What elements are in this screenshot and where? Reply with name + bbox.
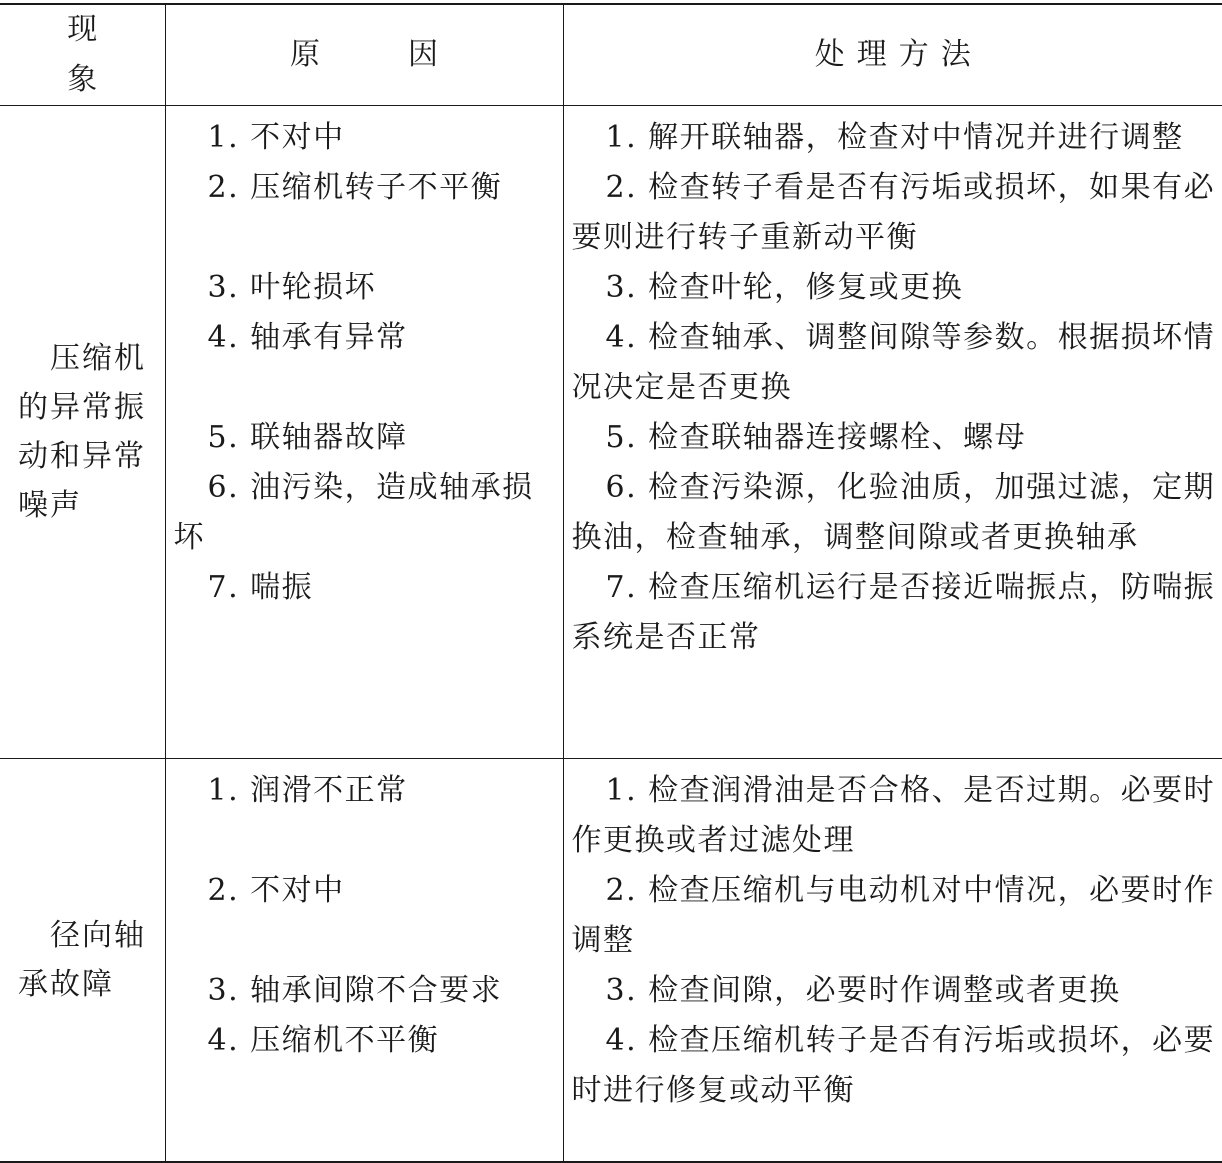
cause-item [174, 213, 555, 263]
cause-item: 6. 油污染，造成轴承损坏 [173, 470, 534, 555]
cause-item: 3. 叶轮损坏 [207, 270, 377, 305]
method-item: 7. 检查压缩机运行是否接近喘振点，防喘振系统是否正常 [571, 570, 1216, 655]
method-item: 2. 检查压缩机与电动机对中情况，必要时作调整 [571, 873, 1216, 958]
cause-item: 2. 不对中 [207, 873, 345, 908]
method-item: 4. 检查轴承、调整间隙等参数。根据损坏情况决定是否更换 [571, 320, 1216, 405]
method-item: 2. 检查转子看是否有污垢或损坏，如果有必要则进行转子重新动平衡 [571, 170, 1216, 255]
method-item: 3. 检查叶轮，修复或更换 [605, 270, 964, 305]
fault-table [0, 3, 1222, 1163]
method-item: 4. 检查压缩机转子是否有污垢或损坏，必要时进行修复或动平衡 [571, 1023, 1216, 1108]
phenomenon-cell: 径向轴承故障 [18, 918, 146, 1002]
phenomenon-cell: 压缩机的异常振动和异常噪声 [18, 341, 146, 523]
cause-item: 4. 压缩机不平衡 [207, 1023, 440, 1058]
table-header [0, 4, 1222, 106]
table-row [0, 759, 1222, 1163]
method-item: 6. 检查污染源，化验油质，加强过滤，定期换油，检查轴承，调整间隙或者更换轴承 [571, 470, 1216, 555]
cause-cell [165, 106, 563, 759]
table-body [0, 106, 1222, 1163]
method-cell [563, 759, 1222, 1163]
method-cell [563, 106, 1222, 759]
cause-item [174, 363, 555, 413]
method-item: 3. 检查间隙，必要时作调整或者更换 [605, 973, 1121, 1008]
cause-item: 4. 轴承有异常 [207, 320, 408, 355]
header-cause: 原因 [165, 4, 563, 106]
header-phenomenon: 现象 [67, 12, 138, 97]
header-row [0, 4, 1222, 106]
cause-item: 5. 联轴器故障 [207, 420, 408, 455]
cause-item: 2. 压缩机转子不平衡 [207, 170, 503, 205]
method-item: 1. 解开联轴器，检查对中情况并进行调整 [605, 120, 1184, 155]
cause-item: 1. 不对中 [207, 120, 345, 155]
method-item: 1. 检查润滑油是否合格、是否过期。必要时作更换或者过滤处理 [571, 773, 1216, 858]
cause-cell [165, 759, 563, 1163]
method-item: 5. 检查联轴器连接螺栓、螺母 [605, 420, 1027, 455]
header-method: 处理方法 [563, 4, 1222, 106]
cause-item [174, 816, 555, 866]
table-row [0, 106, 1222, 759]
cause-item: 1. 润滑不正常 [207, 773, 408, 808]
cause-item: 7. 喘振 [207, 570, 314, 605]
cause-item [174, 916, 555, 966]
cause-item: 3. 轴承间隙不合要求 [207, 973, 503, 1008]
